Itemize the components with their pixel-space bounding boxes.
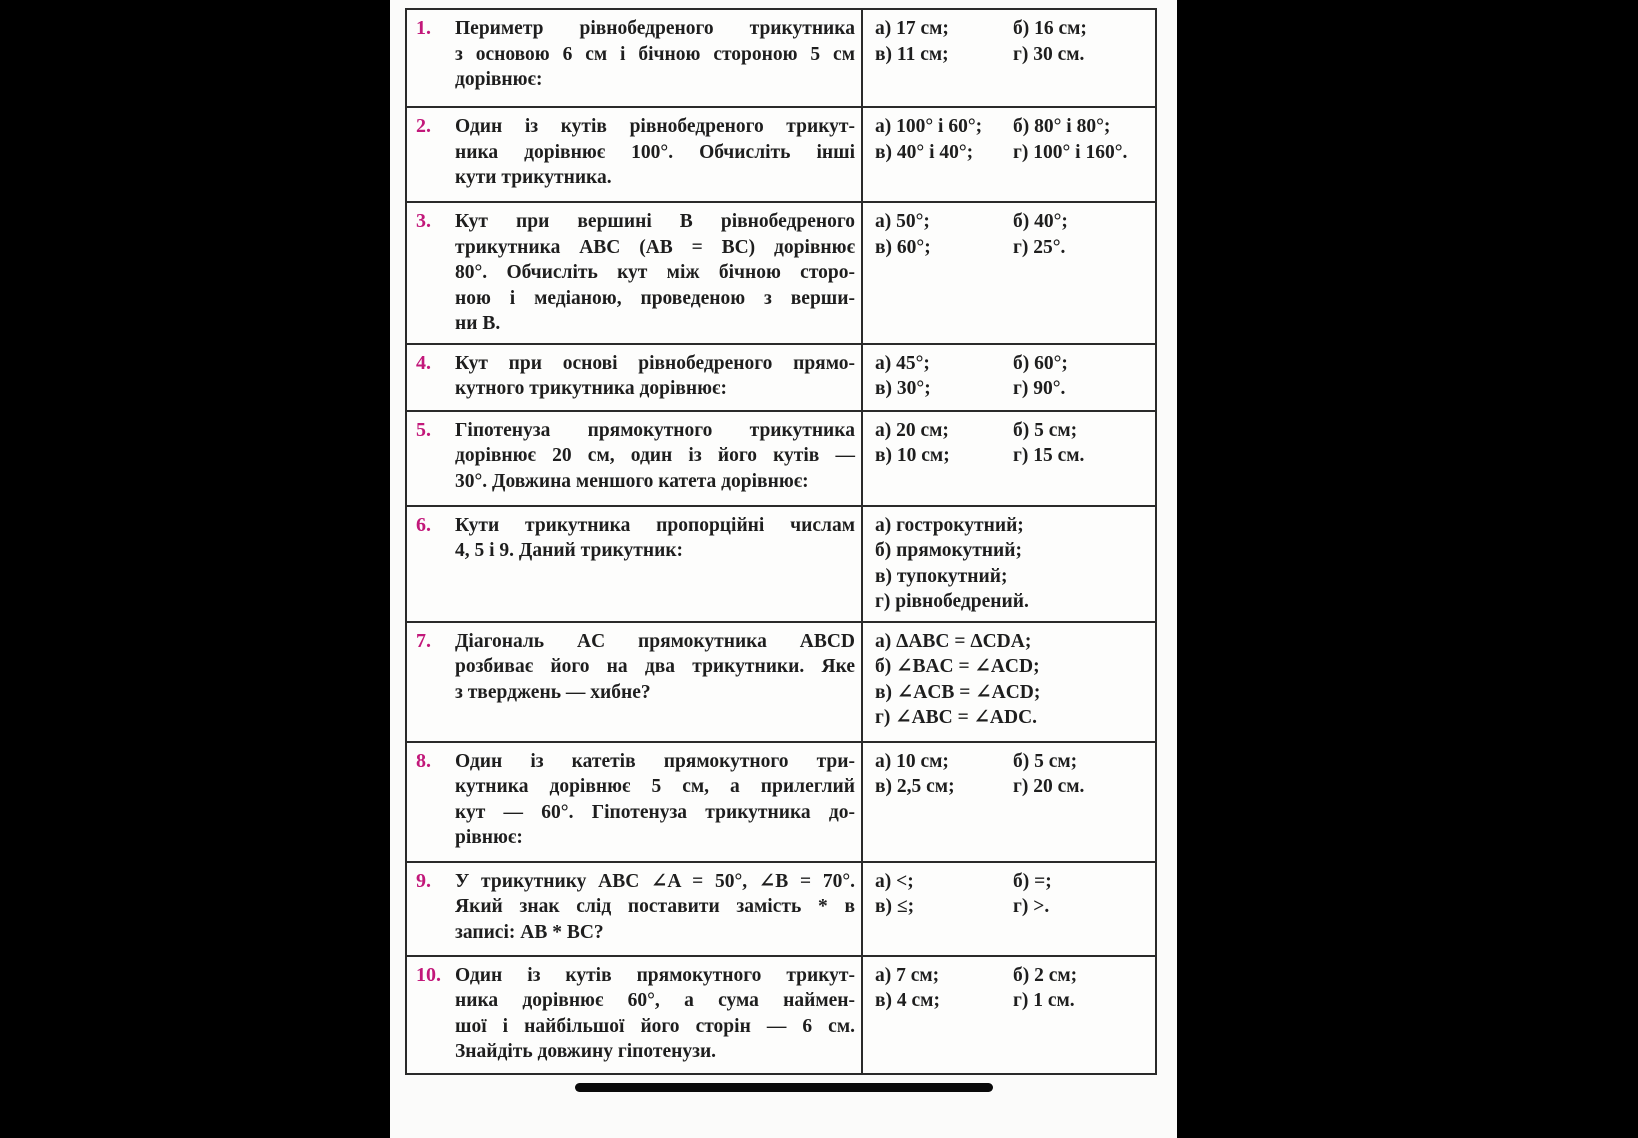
answer-option[interactable]: в) 40° і 40°; (875, 141, 974, 163)
question-text-line: ника дорівнює 100°. Обчисліть інші (455, 141, 855, 163)
answer-option[interactable]: в) 11 см; (875, 43, 949, 65)
question-number: 3. (416, 210, 431, 232)
question-cell (407, 507, 863, 621)
question-cell (407, 743, 863, 861)
question-number: 9. (416, 869, 431, 892)
question-text-line: 30°. Довжина меншого катета дорівнює: (455, 470, 809, 492)
question-number: 8. (416, 749, 431, 772)
answer-options-row (875, 538, 1151, 564)
answer-options-row (875, 589, 1151, 615)
question-text-line: шої і найбільшої його сторін — 6 см. (455, 1015, 855, 1037)
question-text-line: Один із катетів прямокутного три- (455, 750, 855, 772)
answer-option[interactable]: в) 60°; (875, 236, 931, 258)
answer-options-row (875, 705, 1151, 731)
question-text-line: з тверджень — хибне? (455, 681, 651, 703)
home-indicator[interactable] (575, 1083, 993, 1092)
question-text-line: кути трикутника. (455, 167, 612, 188)
answer-option[interactable]: г) 90°. (1013, 378, 1066, 399)
question-cell (407, 957, 863, 1073)
answer-options-row (875, 443, 1151, 469)
answer-option[interactable]: в) тупокутний; (875, 565, 1008, 587)
answer-options-row (875, 140, 1151, 166)
question-cell (407, 412, 863, 505)
answer-option[interactable]: а) 17 см; (875, 18, 949, 39)
answer-option[interactable]: в) 4 см; (875, 990, 940, 1011)
question-row (407, 861, 1155, 955)
question-text-line: Один із кутів прямокутного трикут- (455, 964, 855, 986)
answer-option[interactable]: а) 45°; (875, 352, 930, 374)
answers-cell (863, 203, 1155, 343)
question-row (407, 201, 1155, 343)
answer-option[interactable]: б) 60°; (1013, 352, 1068, 374)
answer-options-row (875, 114, 1151, 140)
answer-option[interactable]: г) ∠ABC = ∠ADC. (875, 707, 1038, 728)
question-text-line: трикутника ABC (AB = BC) дорівнює (455, 236, 855, 258)
question-text-line: Знайдіть довжину гіпотенузи. (455, 1041, 717, 1062)
question-text-line: кутного трикутника дорівнює: (455, 378, 727, 399)
question-row (407, 106, 1155, 201)
answer-option[interactable]: а) 50°; (875, 211, 930, 232)
answer-option[interactable]: г) 100° і 160°. (1013, 141, 1128, 163)
question-text-line: кутника дорівнює 5 см, а прилеглий (455, 776, 855, 797)
answers-cell (863, 412, 1155, 505)
answer-options-row (875, 988, 1151, 1014)
answer-options-row (875, 963, 1151, 989)
question-text-line: Один із кутів рівнобедреного трикут- (455, 116, 855, 137)
answer-option[interactable]: в) ∠ACB = ∠ACD; (875, 681, 1041, 703)
answer-option[interactable]: в) 2,5 см; (875, 776, 955, 797)
question-text-line: Кути трикутника пропорційні числам (455, 514, 855, 536)
question-text-line: дорівнює 20 см, один із його кутів — (455, 445, 855, 466)
answer-options-row (875, 774, 1151, 800)
answers-cell (863, 957, 1155, 1073)
question-cell (407, 345, 863, 410)
question-row (407, 505, 1155, 621)
answers-cell (863, 345, 1155, 410)
question-text-line: кут — 60°. Гіпотенуза трикутника до- (455, 801, 855, 823)
answer-option[interactable]: а) гострокутний; (875, 514, 1024, 536)
answer-option[interactable]: б) 80° і 80°; (1013, 116, 1111, 137)
answers-cell (863, 623, 1155, 741)
answer-option[interactable]: б) 40°; (1013, 211, 1068, 232)
answer-options-row (875, 42, 1151, 68)
question-text-line: 80°. Обчисліть кут між бічною сторо- (455, 262, 855, 283)
answer-option[interactable]: г) 25°. (1013, 236, 1066, 258)
test-table (405, 8, 1157, 1075)
answers-cell (863, 507, 1155, 621)
answer-option[interactable]: б) 2 см; (1013, 964, 1078, 986)
answer-option[interactable]: а) ΔABC = ΔCDA; (875, 630, 1032, 652)
question-number: 10. (416, 963, 441, 986)
answer-options-row (875, 209, 1151, 235)
question-text-line: Діагональ AC прямокутника ABCD (455, 630, 855, 652)
answers-cell (863, 108, 1155, 201)
question-row (407, 741, 1155, 861)
question-number: 6. (416, 513, 431, 536)
question-text-line: Периметр рівнобедреного трикутника (455, 18, 855, 39)
answer-option[interactable]: г) 1 см. (1013, 990, 1075, 1011)
answer-options-row (875, 894, 1151, 920)
question-row (407, 955, 1155, 1073)
question-text-line: Який знак слід поставити замість * в (455, 896, 855, 917)
answers-cell (863, 10, 1155, 106)
question-number: 1. (416, 17, 431, 39)
answer-options-row (875, 564, 1151, 590)
question-number: 2. (416, 115, 431, 137)
question-text-line: записі: AB * BC? (455, 921, 604, 943)
answer-option[interactable]: б) 5 см; (1013, 419, 1078, 441)
answer-option[interactable]: а) 7 см; (875, 964, 940, 986)
question-row (407, 10, 1155, 106)
question-row (407, 410, 1155, 505)
question-row (407, 343, 1155, 410)
answer-option[interactable]: б) ∠BAC = ∠ACD; (875, 656, 1040, 677)
question-number: 7. (416, 629, 431, 652)
question-text-line: ника дорівнює 60°, а сума наймен- (455, 990, 855, 1011)
question-text-line: дорівнює: (455, 69, 543, 90)
answer-option[interactable]: г) 20 см. (1013, 776, 1085, 797)
question-text-line: з основою 6 см і бічною стороною 5 см (455, 43, 855, 65)
answer-options-row (875, 351, 1151, 377)
question-text-line: розбиває його на два трикутники. Яке (455, 656, 855, 677)
question-text-line: Гіпотенуза прямокутного трикутника (455, 419, 855, 441)
answer-option[interactable]: а) 20 см; (875, 419, 949, 441)
question-number: 5. (416, 418, 431, 441)
answer-options-row (875, 869, 1151, 895)
answer-option[interactable]: б) 16 см; (1013, 18, 1087, 39)
answer-option[interactable]: г) 15 см. (1013, 445, 1085, 466)
answer-option[interactable]: а) <; (875, 870, 914, 892)
question-cell (407, 10, 863, 106)
question-text-line: У трикутнику ABC ∠A = 50°, ∠B = 70°. (455, 870, 855, 892)
question-text-line: 4, 5 і 9. Даний трикутник: (455, 540, 684, 561)
answer-option[interactable]: б) =; (1013, 870, 1052, 892)
answers-cell (863, 743, 1155, 861)
question-cell (407, 863, 863, 955)
question-text-line: Кут при основі рівнобедреного прямо- (455, 352, 855, 374)
answer-options-row (875, 16, 1151, 42)
answer-options-row (875, 418, 1151, 444)
answer-options-row (875, 654, 1151, 680)
answer-option[interactable]: а) 100° і 60°; (875, 116, 983, 137)
question-text-line: рівнює: (455, 827, 523, 848)
answer-option[interactable]: в) ≤; (875, 896, 915, 917)
question-text-line: ною і медіаною, проведеною з верши- (455, 287, 855, 309)
question-row (407, 621, 1155, 741)
question-number: 4. (416, 351, 431, 374)
answer-options-row (875, 235, 1151, 261)
answer-options-row (875, 376, 1151, 402)
question-cell (407, 108, 863, 201)
answer-option[interactable]: б) прямокутний; (875, 540, 1023, 561)
answer-options-row (875, 629, 1151, 655)
answer-option[interactable]: а) 10 см; (875, 750, 949, 772)
answer-options-row (875, 513, 1151, 539)
answer-options-row (875, 749, 1151, 775)
answer-option[interactable]: г) 30 см. (1013, 43, 1085, 65)
question-cell (407, 203, 863, 343)
answer-options-row (875, 680, 1151, 706)
question-text-line: ни B. (455, 313, 501, 334)
answers-cell (863, 863, 1155, 955)
question-cell (407, 623, 863, 741)
answer-option[interactable]: г) >. (1013, 896, 1050, 917)
answer-option[interactable]: в) 30°; (875, 378, 931, 399)
answer-option[interactable]: в) 10 см; (875, 445, 950, 466)
question-text-line: Кут при вершині B рівнобедреного (455, 211, 855, 232)
answer-option[interactable]: г) рівнобедрений. (875, 591, 1029, 612)
answer-option[interactable]: б) 5 см; (1013, 750, 1078, 772)
